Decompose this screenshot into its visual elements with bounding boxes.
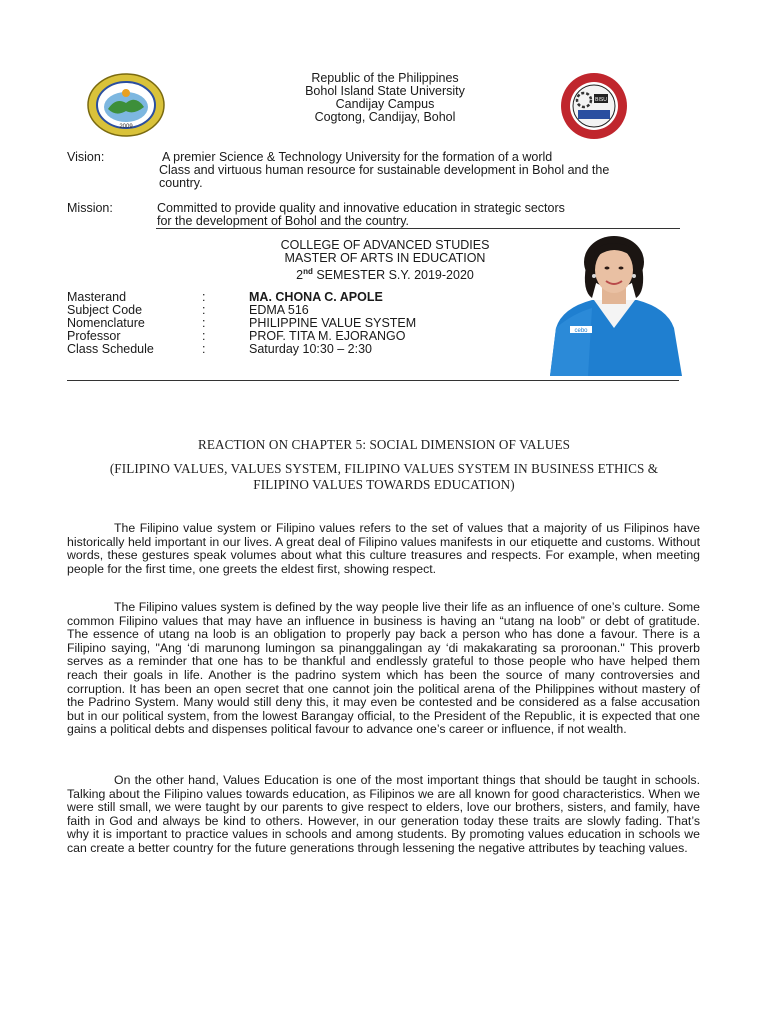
info-row-class-schedule (67, 343, 467, 356)
college-name: COLLEGE OF ADVANCED STUDIES (280, 238, 490, 252)
reaction-subtitle-line1: (FILIPINO VALUES, VALUES SYSTEM, FILIPINO VALUES SYSTEM IN BUSINESS ETHICS & (109, 461, 659, 476)
header-line-address: Cogtong, Candijay, Bohol (314, 110, 456, 124)
vision-line: A premier Science & Technology University for the formation of a world (162, 150, 553, 164)
info-label: Class Schedule (67, 342, 154, 356)
mission-text (157, 202, 565, 228)
info-label: Professor (67, 329, 121, 343)
info-label: Subject Code (67, 303, 143, 317)
vision-line: Class and virtuous human resource for sustainable development in Bohol and the (159, 163, 610, 177)
college-block (230, 239, 540, 282)
svg-text:2009: 2009 (119, 124, 133, 130)
semester-text: SEMESTER S.Y. 2019-2020 (312, 268, 474, 283)
info-separator: : (202, 290, 206, 304)
svg-text:BISU: BISU (595, 97, 607, 103)
header-divider (156, 228, 680, 229)
info-separator: : (202, 329, 206, 343)
info-divider (67, 380, 679, 381)
svg-text:cebo: cebo (574, 328, 588, 334)
info-value-masterand: MA. CHONA C. APOLE (249, 290, 383, 304)
header-line-republic: Republic of the Philippines (311, 71, 459, 85)
mission-line: Committed to provide quality and innovative education in strategic sectors (157, 201, 565, 215)
program-name: MASTER OF ARTS IN EDUCATION (284, 251, 486, 265)
info-separator: : (202, 342, 206, 356)
header-line-campus: Candijay Campus (335, 97, 435, 111)
info-label: Masterand (67, 290, 127, 304)
info-separator: : (202, 316, 206, 330)
vision-text (159, 150, 610, 190)
mission-label: Mission: (67, 201, 113, 215)
vision-line: country. (159, 176, 203, 190)
semester-suffix: nd (303, 267, 313, 276)
info-value-class-schedule: Saturday 10:30 – 2:30 (249, 342, 373, 356)
info-separator: : (202, 303, 206, 317)
semester-number: 2 (296, 268, 304, 283)
institution-header (230, 72, 540, 124)
info-value-nomenclature: PHILIPPINE VALUE SYSTEM (249, 316, 417, 330)
paragraph-1: The Filipino value system or Filipino values refers to the set of values that a majority of us Filipinos have historically held important in our lives. A great deal of Filipino values manifests in our etiquette and customs. Without words, these gestures speak volumes about what this culture treasures and respects. For example, when meeting people for the first time, one greets the eldest first, showing respect. (67, 521, 700, 576)
paragraph-3: On the other hand, Values Education is one of the most important things that should be taught in schools. Talking about the Filipino values towards education, as Filipinos we are all known for good characteristics. When we were still small, we were taught by our parents to give respect to elders, love our brothers, sisters, and family, have faith in God and always be kind to others. However, in our generation today these traits are slowly fading. That’s why it is important to practice values in schools and among students. By promoting values education in schools we can create a better country for the future generations through lessening the negative attributes by teaching values. (67, 773, 700, 855)
header-line-university: Bohol Island State University (305, 84, 465, 98)
college-seal-logo (554, 72, 634, 140)
student-photo (542, 236, 687, 376)
info-value-subject-code: EDMA 516 (249, 303, 309, 317)
reaction-subtitle-line2: FILIPINO VALUES TOWARDS EDUCATION) (253, 477, 515, 492)
vision-label: Vision: (67, 150, 105, 164)
mission-line: for the development of Bohol and the country. (157, 214, 410, 228)
semester-line (230, 265, 540, 282)
reaction-title: REACTION ON CHAPTER 5: SOCIAL DIMENSION OF VALUES (197, 437, 571, 452)
info-label: Nomenclature (67, 316, 145, 330)
student-info-table (67, 291, 467, 356)
paragraph-2: The Filipino values system is defined by the way people live their life as an influence of one’s culture. Some common Filipino values that may have an influence in business is having an “utang na loob” or debt of gratitude. The essence of utang na loob is an obligation to properly pay back a person who has done a favour. There is a Filipino saying, "Ang ‘di marunong lumingon sa pinanggalingan ay ‘di makakarating sa proroonan." This proverb serves as a reminder that one has to be thankful and endlessly grateful to those people who have helped them reach their goals in life. Another is the padrino system which has been the source of many controversies and corruption. It has been an open secret that one cannot join the political arena of the Philippines without mastery of the Padrino System. Many would still deny this, it may even be contested and be considered as a false accusation but in our political system, from the lowest Barangay official, to the President of the Republic, it is expected that one gains a political debts and dispenses political favour to advance one’s career or influence, if not wealth. (67, 600, 700, 737)
info-value-professor: PROF. TITA M. EJORANGO (249, 329, 406, 343)
university-seal-logo (86, 73, 166, 137)
